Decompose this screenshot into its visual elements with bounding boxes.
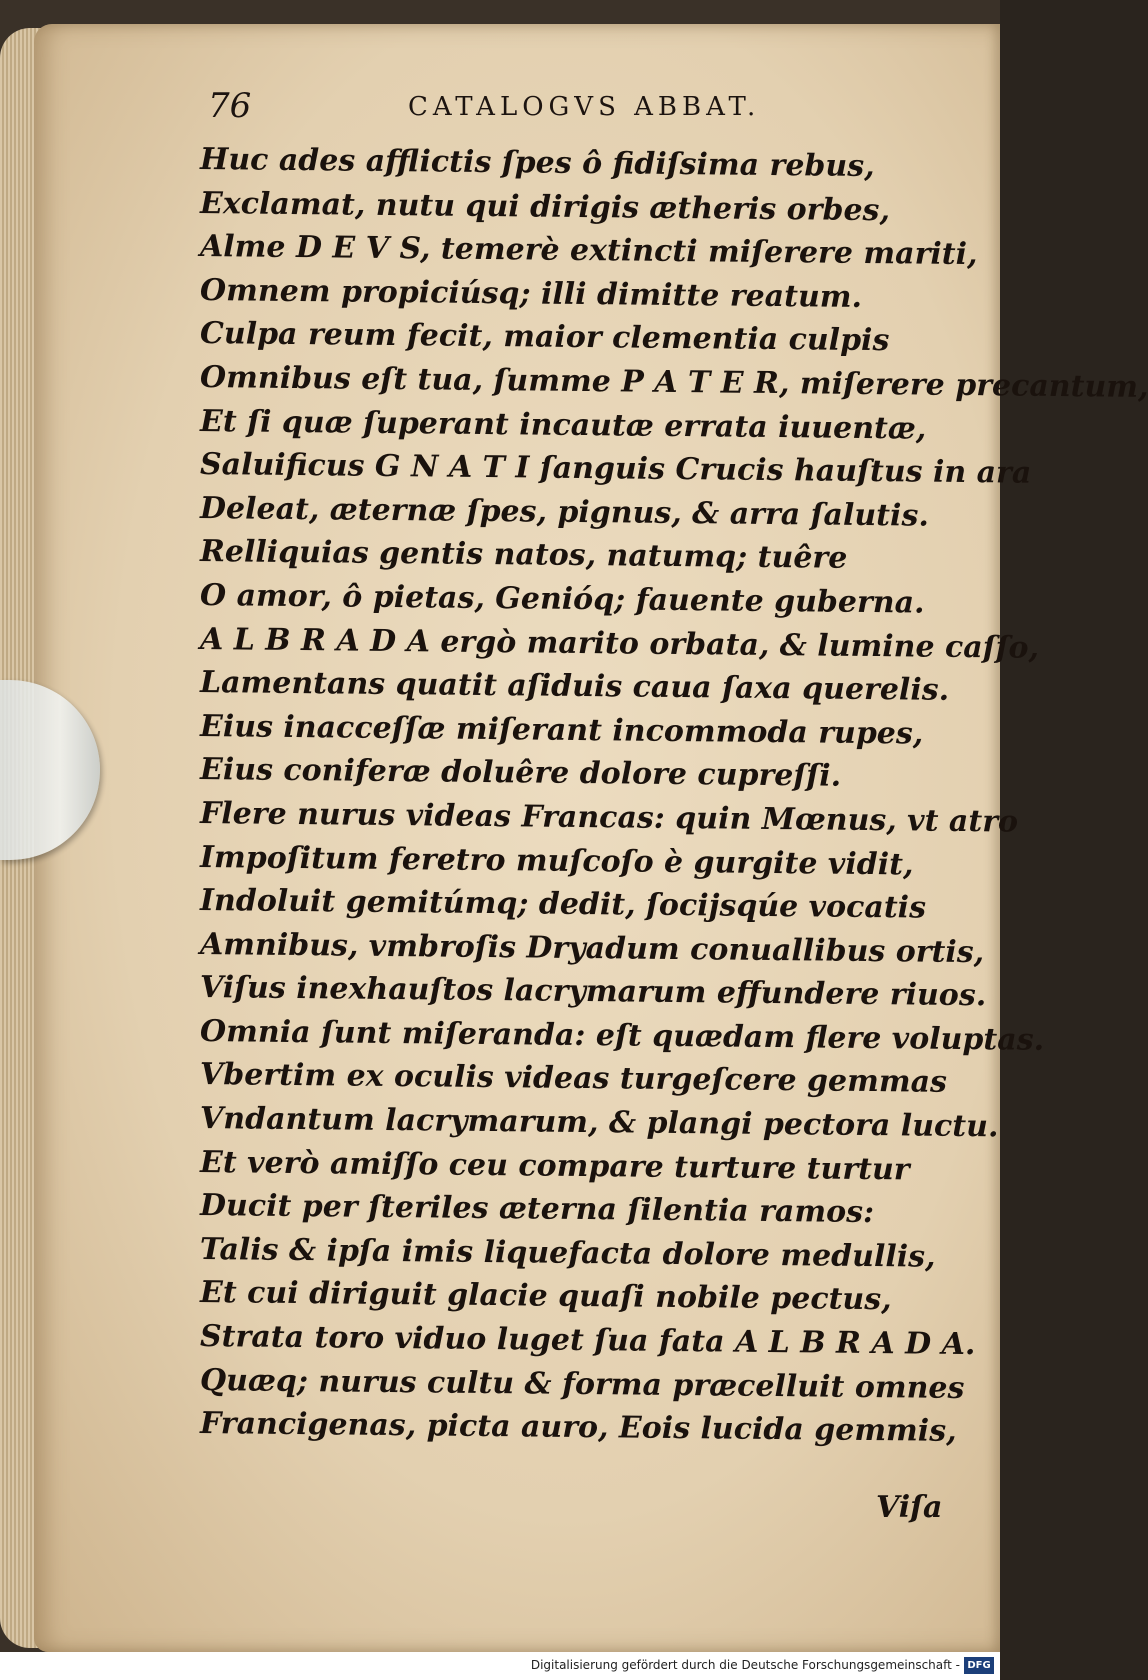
page-number: 76 xyxy=(208,86,252,126)
verse-line: Flere nurus videas Francas: quin Mœnus, vt atro xyxy=(200,795,1019,840)
verse-line: Et verò amiſſo ceu compare turture turtur xyxy=(200,1144,910,1188)
verse-line: Culpa reum fecit, maior clementia culpis xyxy=(200,316,890,359)
verse-line: Omnibus eſt tua, ſumme P A T E R, miſerere precantum, xyxy=(200,359,1148,405)
verse-line: Et ſi quæ ſuperant incautæ errata iuuentæ, xyxy=(200,403,927,447)
verse-line: Huc ades afflictis ſpes ô fidiſsima rebus, xyxy=(200,142,875,185)
verse-line: Quæq; nurus cultu & forma præcelluit omnes xyxy=(200,1362,965,1406)
verse-line: Viſus inexhauſtos lacrymarum effundere riuos. xyxy=(200,970,987,1014)
verse-line: Amnibus, vmbroſis Dryadum conuallibus ortis, xyxy=(200,926,985,970)
footer-bar xyxy=(0,1652,1000,1680)
verse-text xyxy=(200,138,1148,1454)
verse-line: Vndantum lacrymarum, & plangi pectora luctu. xyxy=(200,1101,999,1145)
verse-line: Deleat, æternæ ſpes, pignus, & arra ſalutis. xyxy=(200,490,929,534)
verse-line: O amor, ô pietas, Genióq; fauente guberna. xyxy=(200,577,925,621)
running-title: CATALOGVS ABBAT. xyxy=(408,92,761,122)
verse-line: Lamentans quatit aſiduis caua ſaxa querelis. xyxy=(200,665,950,708)
verse-line: Eius coniferæ doluêre dolore cupreſſi. xyxy=(200,752,842,795)
verse-line: Talis & ipſa imis liquefacta dolore medullis, xyxy=(200,1231,936,1275)
page-header xyxy=(208,86,808,134)
verse-line: Impoſitum feretro muſcoſo è gurgite vidit, xyxy=(200,839,914,882)
verse-line: Strata toro viduo luget ſua fata A L B R A D A. xyxy=(200,1319,976,1363)
verse-line: Omnia ſunt miſeranda: eſt quædam flere voluptas. xyxy=(200,1013,1045,1058)
verse-line: Exclamat, nutu qui dirigis ætheris orbes, xyxy=(200,185,890,228)
verse-line: Et cui diriguit glacie quaſi nobile pectus, xyxy=(200,1275,892,1318)
verse-line: A L B R A D A ergò marito orbata, & lumine caſſo, xyxy=(200,621,1039,666)
catchword: Viſa xyxy=(876,1490,943,1525)
verse-line: Francigenas, picta auro, Eois lucida gemmis, xyxy=(200,1406,957,1450)
verse-line: Relliquias gentis natos, natumq; tuêre xyxy=(200,534,848,577)
dfg-logo: DFG xyxy=(964,1657,994,1674)
verse-line: Saluificus G N A T I ſanguis Crucis hauſtus in ara xyxy=(200,447,1032,491)
verse-line: Eius inacceſſæ miſerant incommoda rupes, xyxy=(200,708,924,752)
verse-line: Alme D E V S, temerè extincti miſerere mariti, xyxy=(200,229,978,273)
verse-line: Indoluit gemitúmq; dedit, ſocijsqúe vocatis xyxy=(200,883,926,926)
verse-line: Ducit per ſteriles æterna ſilentia ramos: xyxy=(200,1188,875,1231)
verse-line: Omnem propiciúsq; illi dimitte reatum. xyxy=(200,272,862,315)
verse-line: Vbertim ex oculis videas turgeſcere gemmas xyxy=(200,1057,947,1101)
digitization-credit: Digitalisierung gefördert durch die Deutsche Forschungsgemeinschaft - xyxy=(530,1658,960,1672)
